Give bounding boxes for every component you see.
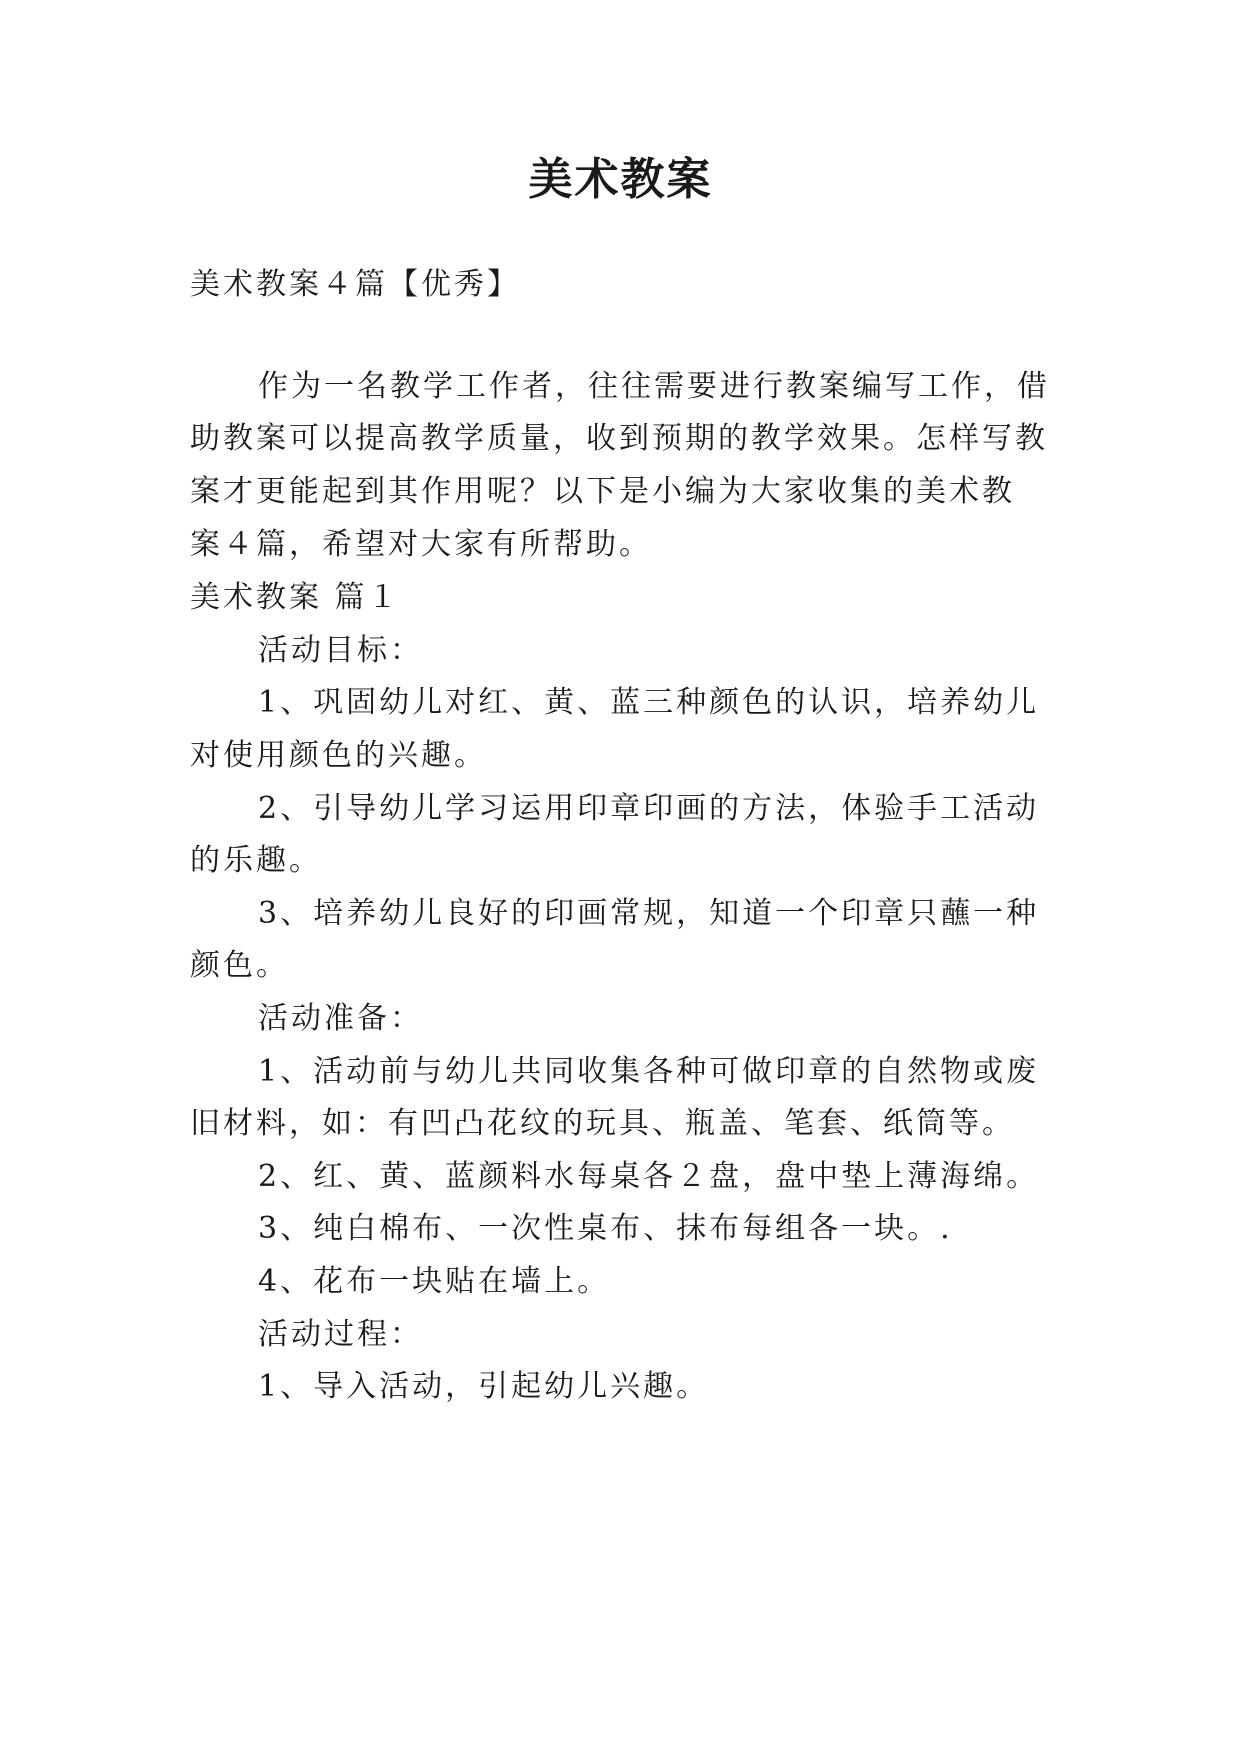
section-heading: 美术教案 篇１ bbox=[190, 580, 401, 615]
prep-item-1-line-1: 1、活动前与幼儿共同收集各种可做印章的自然物或废 bbox=[258, 1054, 1040, 1089]
prep-item-1-line-2: 旧材料，如：有凹凸花纹的玩具、瓶盖、笔套、纸筒等。 bbox=[190, 1106, 1015, 1141]
page-title: 美术教案 bbox=[528, 154, 713, 205]
goal-item-3-line-1: 3、培养幼儿良好的印画常规，知道一个印章只蘸一种 bbox=[258, 896, 1040, 931]
process-heading: 活动过程： bbox=[258, 1317, 423, 1352]
goal-item-1-line-1: 1、巩固幼儿对红、黄、蓝三种颜色的认识，培养幼儿 bbox=[258, 685, 1040, 720]
intro-line-4: 案４篇，希望对大家有所帮助。 bbox=[190, 527, 652, 562]
goals-heading: 活动目标： bbox=[258, 633, 423, 668]
prep-item-2: 2、红、黄、蓝颜料水每桌各２盘，盘中垫上薄海绵。 bbox=[258, 1159, 1040, 1194]
prep-heading: 活动准备： bbox=[258, 1001, 423, 1036]
prep-item-3: 3、纯白棉布、一次性桌布、抹布每组各一块。. bbox=[258, 1211, 953, 1246]
document-subtitle: 美术教案４篇【优秀】 bbox=[190, 267, 520, 302]
intro-line-2: 助教案可以提高教学质量，收到预期的教学效果。怎样写教 bbox=[190, 421, 1048, 456]
goal-item-2-line-1: 2、引导幼儿学习运用印章印画的方法，体验手工活动 bbox=[258, 791, 1040, 826]
prep-item-4: 4、花布一块贴在墙上。 bbox=[258, 1264, 611, 1299]
goal-item-1-line-2: 对使用颜色的兴趣。 bbox=[190, 738, 487, 773]
intro-line-3: 案才更能起到其作用呢？以下是小编为大家收集的美术教 bbox=[190, 474, 1015, 509]
intro-line-1: 作为一名教学工作者，往往需要进行教案编写工作，借 bbox=[258, 369, 1050, 404]
goal-item-2-line-2: 的乐趣。 bbox=[190, 843, 322, 878]
goal-item-3-line-2: 颜色。 bbox=[190, 948, 289, 983]
process-item-1: 1、导入活动，引起幼儿兴趣。 bbox=[258, 1369, 710, 1404]
